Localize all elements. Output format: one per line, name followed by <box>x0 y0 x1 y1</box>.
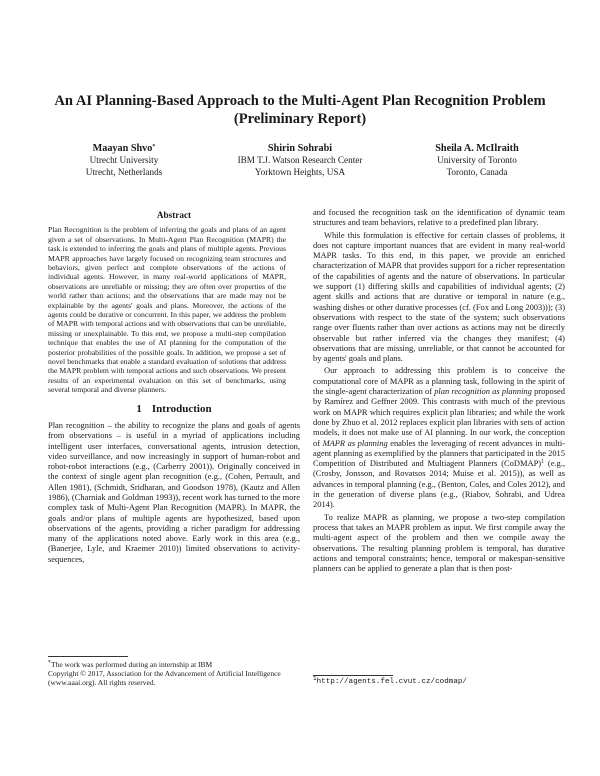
author-name: Shirin Sohrabi <box>267 143 333 154</box>
intro-paragraph-4: To realize MAPR as planning, we propose a two-step compilation process that takes an MAPR problem as input. We first compile away the multi-agent aspect of the problem and then we compile away the observations. The resulting planning problem is temporal, has durative actions and temporal constraints; hence, temporal or makespan-sensitive planners can be applied to generate a plan that is then post- <box>313 511 565 574</box>
paper-title <box>40 92 560 128</box>
title-line-2: (Preliminary Report) <box>233 111 367 127</box>
abstract-heading: Abstract <box>156 210 192 220</box>
title-line-1: An AI Planning-Based Approach to the Multi-Agent Plan Recognition Problem <box>54 93 546 109</box>
intro-paragraph-2: While this formulation is effective for certain classes of problems, it does not capture important nuances that are evident in many real-world MAPR tasks. To this end, in this paper, we provide an enriched characterization of MAPR that provides support for a richer representation of the capabilities of agents and the nature of observations. In particular we support (1) differing skills and capabilities of individual agents; (2) agent skills and actions that are durative or temporal in nature (e.g., washing dishes or other durative processes (cf. (Fox and Long 2003))); (3) observations with respect to the state of the system; such observations range over fluents rather than over actions as actions may not be directly observable but rather inferred via the changes they manifest; (4) observations that are missing, unreliable, or that cannot be accounted for by agents' goals and plans. <box>313 229 565 364</box>
footnote-divider <box>48 656 128 657</box>
author-location: Yorktown Heights, USA <box>254 166 346 177</box>
section-title: Introduction <box>151 402 212 415</box>
copyright-notice: Copyright © 2017, Association for the Advancement of Artificial Intelligence (www.aaai.org). All rights reserved. <box>48 669 281 688</box>
intro-paragraph-1: Plan recognition – the ability to recognize the plans and goals of agents from observations – is useful in a myriad of applications including intelligent user interfaces, conversational agents, intrusion detection, video surveillance, and now increasingly in support of human-robot and robot-robot interactions (e.g., (Carberry 2001)). Originally conceived in the context of single agent plan recognition (e.g., (Cohen, Perrault, and Allen 1981), (Schmidt, Sridharan, and Goodson 1978), (Kautz and Allen 1986), (Charniak and Goldman 1993)), recent work has turned to the more complex task of Multi-Agent Plan Recognition (MAPR). In MAPR, the goals and/or plans of multiple agents are hypothesized, based upon observations of the agents, providing a richer paradigm for addressing many of the applications noted above. Early work in this area (e.g., (Banerjee, Lyle, and Kraemer 2010)) limited observations to activity-sequences, <box>48 419 300 564</box>
author-mcilraith <box>402 143 552 178</box>
left-column <box>48 210 300 564</box>
codmap-link[interactable]: http://agents.fel.cvut.cz/codmap/ <box>316 678 467 686</box>
author-shvo <box>54 143 194 178</box>
author-block <box>40 143 560 189</box>
footnote-url: $^1$http://agents.fel.cvut.cz/codmap/ <box>313 675 467 686</box>
emphasis-text: plan recognition as planning <box>434 386 532 397</box>
author-name: Maayan Shvo <box>92 143 153 154</box>
author-affiliation: University of Toronto <box>437 155 517 166</box>
abstract-text: Plan Recognition is the problem of inferring the goals and plans of an agent given a set of observations. In Multi-Agent Plan Recognition (MAPR) the task is extended to inferring the goals and plans of multiple agents. Previous MAPR approaches have largely focused on recognizing team structures and behaviors, given perfect and complete observations of the actions of individual agents. However, in many real-world applications of MAPR, observations are unreliable or missing; they are often over properties of the world rather than actions; and the observations that are made may not be explainable by the agents' goals and plans. Moreover, the actions of the agents could be durative or concurrent. In this paper, we address the problem of MAPR with temporal actions and with observations that can be unreliable, missing or unexplainable. To this end, we propose a multi-step compilation technique that enables the use of AI planning for the computation of the posterior probabilities of the possible goals. In addition, we propose a set of novel benchmarks that enable a standard evaluation of solutions that address the MAPR problem with temporal actions and such observations. We present results of an experimental evaluation on this set of benchmarks, using several temporal and diverse planners. <box>48 225 286 395</box>
author-footnote-mark: * <box>152 144 156 150</box>
author-location: Toronto, Canada <box>446 166 508 177</box>
author-name: Sheila A. McIlraith <box>435 143 519 154</box>
right-column <box>313 207 565 573</box>
intro-paragraph-1-cont: and focused the recognition task on the identification of dynamic team structures and team behaviors, relative to a predefined plan library. <box>313 207 565 228</box>
author-affiliation: IBM T.J. Watson Research Center <box>237 155 363 166</box>
intro-paragraph-3: Our approach to addressing this problem is to conceive the computational core of MAPR as a planning task, following in the spirit of the single-agent characterization of plan recognition as planning proposed by Ramírez and Geffner 2009. This contrasts with much of the previous work on MAPR which requires explicit plan libraries; and while the work done by Zhuo et al. 2012 replaces explicit plan libraries with sets of action models, it does not make use of AI planning. In our work, the conception of MAPR as planning enables the leveraging of recent advances in multi-agent planning as exemplified by the planners that participated in the 2015 Competition of Distributed and Multiagent Planners (CoDMAP)$^1$ (e.g., (Crosby, Jonsson, and Rovatsos 2014; Muise et al. 2015)), as well as advances in temporal planning (e.g., (Benton, Coles, and Coles 2012), and in the generation of diverse plans (e.g., (Riabov, Sohrabi, and Udrea 2014). <box>313 365 565 510</box>
section-heading <box>48 404 300 414</box>
footnotes-left <box>48 660 300 687</box>
author-affiliation: Utrecht University <box>89 155 159 166</box>
section-number: 1 <box>136 402 142 415</box>
footnote-mark: 1 <box>541 459 545 466</box>
author-location: Utrecht, Netherlands <box>85 166 163 177</box>
footnote-internship: *The work was performed during an internship at IBM <box>48 660 213 669</box>
footnote-divider <box>313 675 393 676</box>
emphasis-text: MAPR as planning <box>322 437 388 448</box>
author-sohrabi <box>220 143 380 178</box>
